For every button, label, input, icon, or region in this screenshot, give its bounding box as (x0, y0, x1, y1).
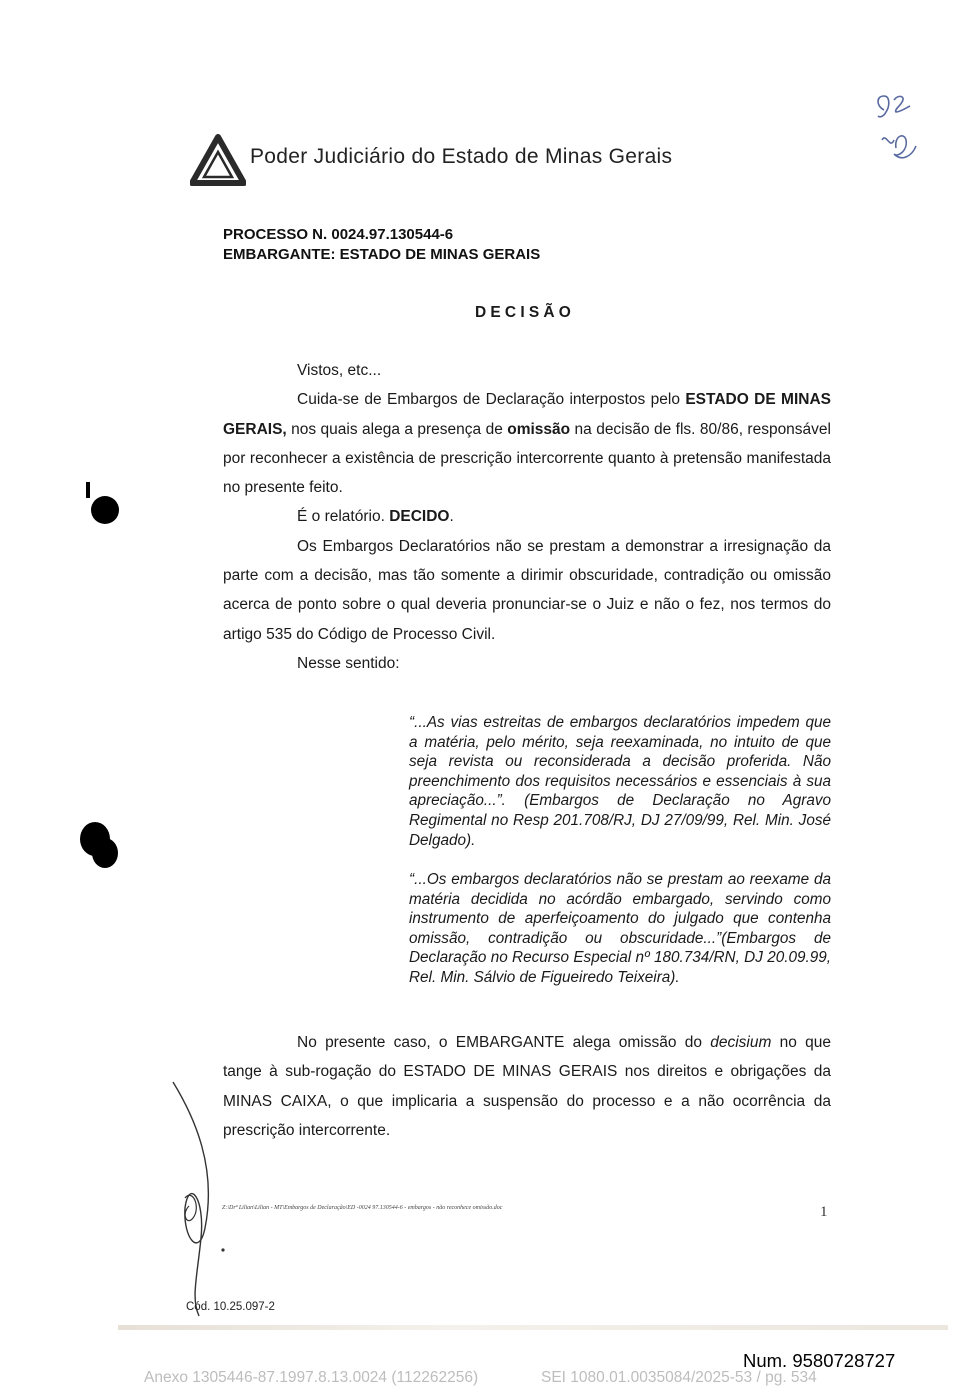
process-number: PROCESSO N. 0024.97.130544-6 (223, 226, 454, 243)
text-span: nos quais alega a presença de (286, 420, 508, 438)
paragraph-vistos: Vistos, etc... (297, 362, 382, 379)
jurisprudence-quote-1 (409, 713, 831, 850)
decision-title: DECISÃO (475, 304, 576, 321)
paragraph-embargos: Os Embargos Declaratórios não se prestam a demonstrar a irresignação da parte com a decisão, mas tão somente a dirimir obscuridade, contradição ou omissão acerca de ponto sobre o qual deveria pronunciar-se o Juiz e não o fez, nos termos do artigo 535 do Código de Processo Civil. (223, 537, 831, 643)
scan-edge-line (118, 1325, 948, 1330)
punch-hole-mark (92, 838, 118, 868)
sei-reference: SEI 1080.01.0035084/2025-53 / pg. 534 (541, 1369, 817, 1386)
court-header-title: Poder Judiciário do Estado de Minas Gerais (250, 145, 673, 168)
text-span: É o relatório. (297, 508, 390, 526)
text-span: na decisão de fls. 80/86, responsável por reconhecer a existência de prescrição intercorrente quanto à pretensão manifestada no presente feito. (223, 420, 831, 497)
handwritten-page-note (872, 88, 932, 178)
text-span: . (449, 508, 454, 526)
annex-reference: Anexo 1305446-87.1997.8.13.0024 (112262256) (144, 1369, 479, 1386)
jurisprudence-quote-2 (409, 870, 831, 988)
paragraph-cuida-se (223, 385, 831, 502)
decision-body (223, 356, 831, 678)
document-id-number: Num. 9580728727 (743, 1350, 896, 1371)
quote-text: “...Os embargos declaratórios não se prestam ao reexame da matéria decidida no acórdão embargado, servindo como instrumento de aperfeiçoamento do julgado que contenha omissão, contradição ou obscuridade...”(Embargos de Declaração no Recurso Especial nº 180.734/RN, DJ 20.09.99, Rel. Min. Sálvio de Figueiredo Teixeira). (409, 871, 831, 986)
embargante-line: EMBARGANTE: ESTADO DE MINAS GERAIS (223, 246, 541, 263)
text-span: No presente caso, o EMBARGANTE alega omissão do (297, 1034, 711, 1051)
text-span: no que tange à sub-rogação do ESTADO DE MINAS GERAIS nos direitos e obrigações da MINAS CAIXA, o que implicaria a suspensão do processo e a não ocorrência da prescrição intercorrente. (223, 1034, 831, 1139)
bold-span: omissão (507, 420, 571, 438)
judiciary-triangle-icon (190, 134, 246, 186)
paragraph-relatorio (223, 502, 831, 531)
paragraph-presente-caso (223, 1028, 831, 1145)
page-number: 1 (820, 1204, 828, 1220)
paragraph-text (223, 1028, 831, 1145)
italic-span: decisium (710, 1034, 772, 1051)
form-code: Cód. 10.25.097-2 (186, 1301, 275, 1313)
file-path-footer: Z:\Drª Lilian\Lilian - MT\Embargos de Declaração\ED -0024 97.130544-6 - embargos - não reconhece omissão.doc (222, 1205, 503, 1211)
bold-span: ESTADO DE MINAS GERAIS, (223, 391, 831, 438)
handwritten-signature (165, 1078, 235, 1318)
quote-text: “...As vias estreitas de embargos declaratórios impedem que a matéria, pelo mérito, seja reexaminada, no intuito de que seja revista ou reconsiderada a decisão proferida. Não preenchimento dos requisitos necessários e essenciais à sua apreciação...”. (Embargos de Declaração no Agravo Regimental no Resp 201.708/RJ, DJ 27/09/99, Rel. Min. José Delgado). (409, 714, 831, 849)
punch-hole-mark (86, 482, 90, 498)
bold-span: DECIDO (389, 508, 450, 526)
punch-hole-mark (91, 496, 119, 524)
text-span: Cuida-se de Embargos de Declaração interpostos pelo (297, 391, 686, 409)
paragraph-nesse-sentido: Nesse sentido: (297, 654, 400, 672)
